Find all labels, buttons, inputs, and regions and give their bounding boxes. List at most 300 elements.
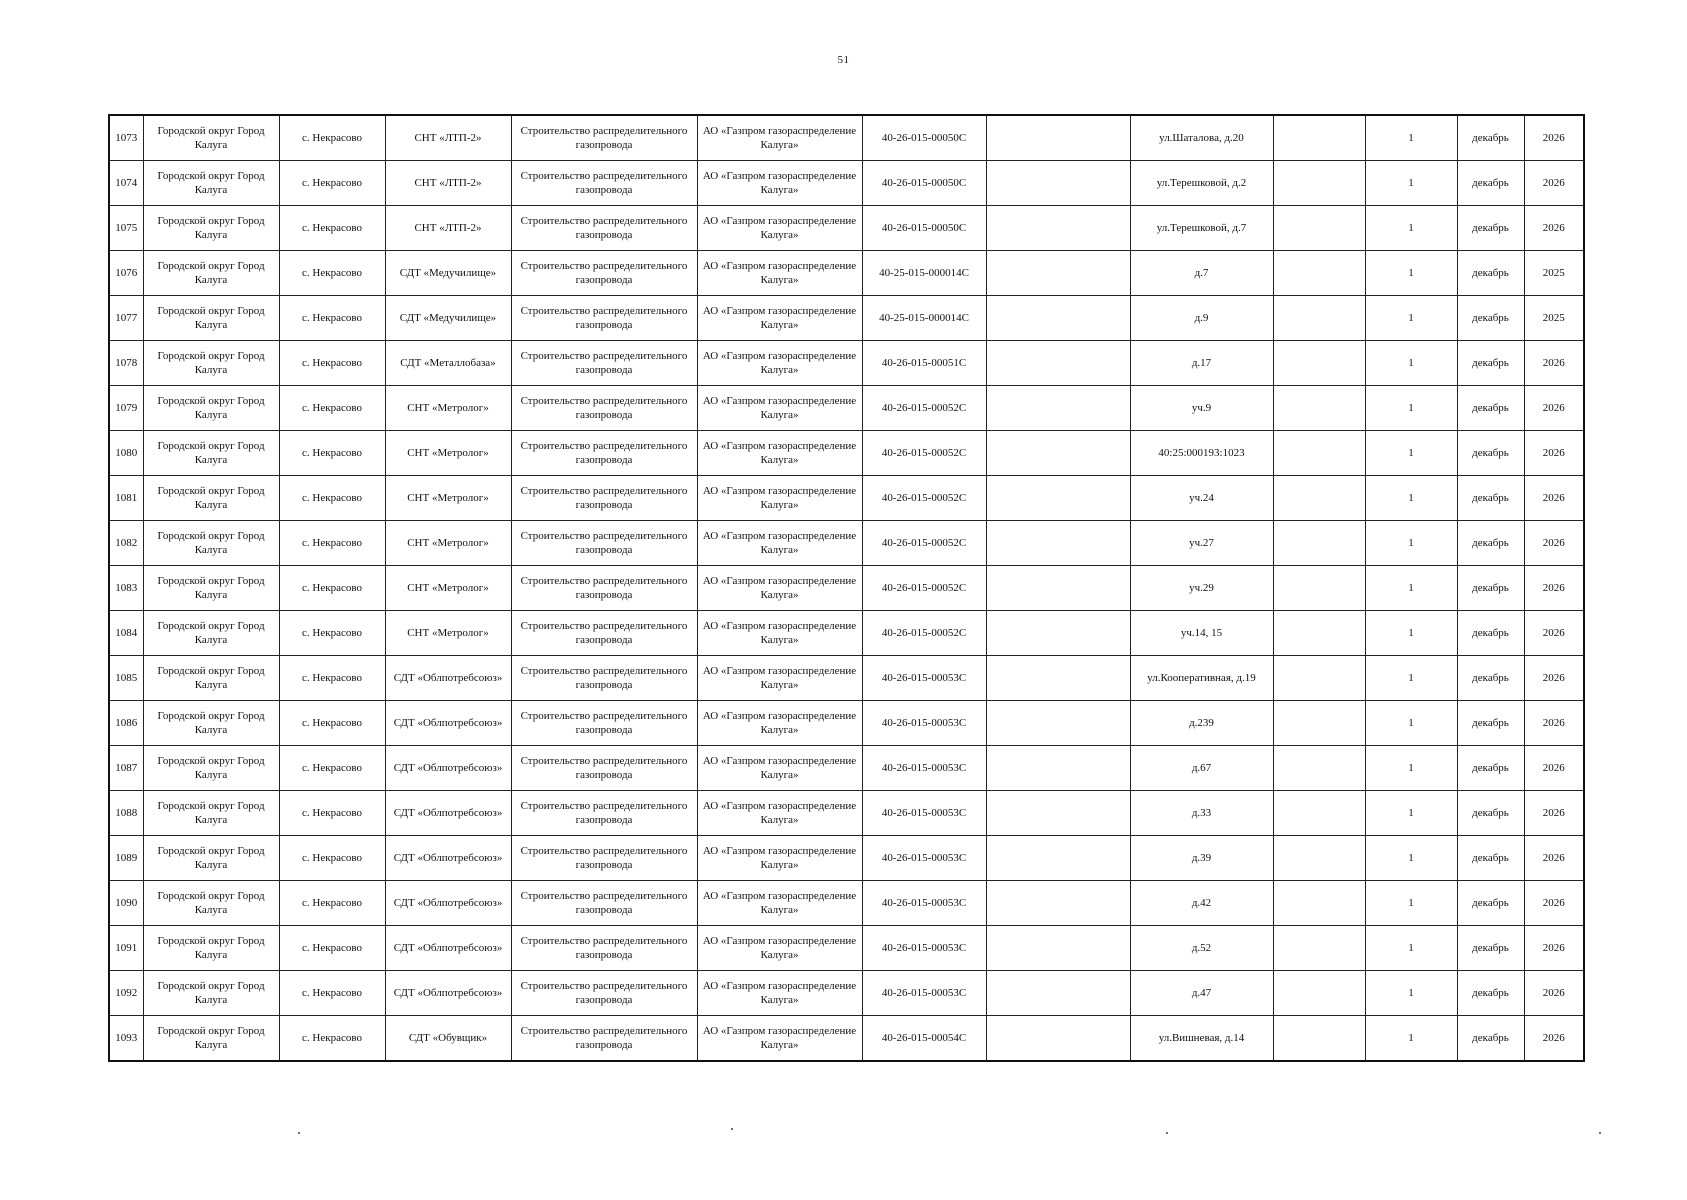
organization-cell: АО «Газпром газораспределение Калуга»	[697, 836, 862, 881]
work-type-cell: Строительство распределительного газопровода	[511, 206, 697, 251]
district-cell: Городской округ Город Калуга	[143, 115, 279, 161]
program-code-cell: 40-26-015-00054С	[862, 1016, 986, 1062]
empty-cell	[1273, 701, 1365, 746]
district-cell: Городской округ Город Калуга	[143, 971, 279, 1016]
program-code-cell: 40-26-015-00053С	[862, 746, 986, 791]
organization-cell: АО «Газпром газораспределение Калуга»	[697, 791, 862, 836]
year-cell: 2026	[1524, 926, 1584, 971]
district-cell: Городской округ Город Калуга	[143, 1016, 279, 1062]
empty-cell	[986, 836, 1130, 881]
table-row	[109, 431, 1584, 476]
work-type-cell: Строительство распределительного газопровода	[511, 566, 697, 611]
month-cell: декабрь	[1457, 431, 1524, 476]
empty-cell	[1273, 971, 1365, 1016]
count-cell: 1	[1365, 926, 1457, 971]
district-cell: Городской округ Город Калуга	[143, 791, 279, 836]
empty-cell	[1273, 206, 1365, 251]
month-cell: декабрь	[1457, 881, 1524, 926]
year-cell: 2026	[1524, 115, 1584, 161]
row-number: 1083	[109, 566, 143, 611]
row-number: 1080	[109, 431, 143, 476]
empty-cell	[1273, 836, 1365, 881]
empty-cell	[986, 476, 1130, 521]
organization-cell: АО «Газпром газораспределение Калуга»	[697, 656, 862, 701]
settlement-cell: с. Некрасово	[279, 746, 385, 791]
table-row	[109, 881, 1584, 926]
table-row	[109, 251, 1584, 296]
count-cell: 1	[1365, 791, 1457, 836]
row-number: 1081	[109, 476, 143, 521]
empty-cell	[986, 971, 1130, 1016]
month-cell: декабрь	[1457, 251, 1524, 296]
organization-cell: АО «Газпром газораспределение Калуга»	[697, 881, 862, 926]
work-type-cell: Строительство распределительного газопровода	[511, 746, 697, 791]
table-row	[109, 971, 1584, 1016]
organization-cell: АО «Газпром газораспределение Калуга»	[697, 206, 862, 251]
empty-cell	[986, 251, 1130, 296]
address-cell: уч.14, 15	[1130, 611, 1273, 656]
settlement-cell: с. Некрасово	[279, 701, 385, 746]
month-cell: декабрь	[1457, 521, 1524, 566]
year-cell: 2025	[1524, 296, 1584, 341]
count-cell: 1	[1365, 386, 1457, 431]
settlement-cell: с. Некрасово	[279, 791, 385, 836]
table-row	[109, 656, 1584, 701]
table-row	[109, 1016, 1584, 1062]
address-cell: ул.Терешковой, д.7	[1130, 206, 1273, 251]
empty-cell	[1273, 746, 1365, 791]
program-code-cell: 40-26-015-00052С	[862, 566, 986, 611]
work-type-cell: Строительство распределительного газопровода	[511, 656, 697, 701]
row-number: 1074	[109, 161, 143, 206]
settlement-cell: с. Некрасово	[279, 1016, 385, 1062]
year-cell: 2026	[1524, 341, 1584, 386]
work-type-cell: Строительство распределительного газопровода	[511, 791, 697, 836]
address-cell: д.52	[1130, 926, 1273, 971]
count-cell: 1	[1365, 161, 1457, 206]
district-cell: Городской округ Город Калуга	[143, 836, 279, 881]
district-cell: Городской округ Город Калуга	[143, 881, 279, 926]
table-row	[109, 115, 1584, 161]
snt-cell: СНТ «ЛТП-2»	[385, 161, 511, 206]
organization-cell: АО «Газпром газораспределение Калуга»	[697, 521, 862, 566]
count-cell: 1	[1365, 566, 1457, 611]
table-row	[109, 206, 1584, 251]
work-type-cell: Строительство распределительного газопровода	[511, 836, 697, 881]
district-cell: Городской округ Город Калуга	[143, 701, 279, 746]
organization-cell: АО «Газпром газораспределение Калуга»	[697, 386, 862, 431]
row-number: 1089	[109, 836, 143, 881]
snt-cell: СНТ «ЛТП-2»	[385, 206, 511, 251]
empty-cell	[1273, 656, 1365, 701]
snt-cell: СНТ «Метролог»	[385, 611, 511, 656]
address-cell: 40:25:000193:1023	[1130, 431, 1273, 476]
district-cell: Городской округ Город Калуга	[143, 251, 279, 296]
row-number: 1084	[109, 611, 143, 656]
table-row	[109, 566, 1584, 611]
table-row	[109, 296, 1584, 341]
program-code-cell: 40-26-015-00053С	[862, 701, 986, 746]
organization-cell: АО «Газпром газораспределение Калуга»	[697, 296, 862, 341]
year-cell: 2026	[1524, 161, 1584, 206]
empty-cell	[1273, 926, 1365, 971]
address-cell: д.39	[1130, 836, 1273, 881]
empty-cell	[986, 881, 1130, 926]
year-cell: 2026	[1524, 386, 1584, 431]
row-number: 1085	[109, 656, 143, 701]
month-cell: декабрь	[1457, 386, 1524, 431]
district-cell: Городской округ Город Калуга	[143, 476, 279, 521]
program-code-cell: 40-26-015-00050С	[862, 161, 986, 206]
work-type-cell: Строительство распределительного газопровода	[511, 476, 697, 521]
count-cell: 1	[1365, 251, 1457, 296]
year-cell: 2026	[1524, 791, 1584, 836]
settlement-cell: с. Некрасово	[279, 476, 385, 521]
empty-cell	[1273, 521, 1365, 566]
district-cell: Городской округ Город Калуга	[143, 206, 279, 251]
year-cell: 2026	[1524, 836, 1584, 881]
year-cell: 2026	[1524, 521, 1584, 566]
snt-cell: СДТ «Облпотребсоюз»	[385, 656, 511, 701]
program-code-cell: 40-26-015-00050С	[862, 206, 986, 251]
snt-cell: СДТ «Облпотребсоюз»	[385, 881, 511, 926]
address-cell: ул.Терешковой, д.2	[1130, 161, 1273, 206]
table-row	[109, 341, 1584, 386]
organization-cell: АО «Газпром газораспределение Калуга»	[697, 701, 862, 746]
empty-cell	[1273, 161, 1365, 206]
snt-cell: СНТ «Метролог»	[385, 521, 511, 566]
district-cell: Городской округ Город Калуга	[143, 386, 279, 431]
address-cell: д.7	[1130, 251, 1273, 296]
empty-cell	[986, 656, 1130, 701]
program-code-cell: 40-26-015-00053С	[862, 971, 986, 1016]
month-cell: декабрь	[1457, 296, 1524, 341]
year-cell: 2025	[1524, 251, 1584, 296]
empty-cell	[986, 115, 1130, 161]
table-row	[109, 746, 1584, 791]
address-cell: д.17	[1130, 341, 1273, 386]
organization-cell: АО «Газпром газораспределение Калуга»	[697, 161, 862, 206]
table-row	[109, 611, 1584, 656]
address-cell: уч.9	[1130, 386, 1273, 431]
address-cell: уч.24	[1130, 476, 1273, 521]
district-cell: Городской округ Город Калуга	[143, 521, 279, 566]
settlement-cell: с. Некрасово	[279, 206, 385, 251]
snt-cell: СДТ «Облпотребсоюз»	[385, 971, 511, 1016]
program-code-cell: 40-26-015-00053С	[862, 926, 986, 971]
district-cell: Городской округ Город Калуга	[143, 746, 279, 791]
address-cell: д.42	[1130, 881, 1273, 926]
year-cell: 2026	[1524, 431, 1584, 476]
year-cell: 2026	[1524, 746, 1584, 791]
program-code-cell: 40-26-015-00052С	[862, 386, 986, 431]
empty-cell	[986, 1016, 1130, 1062]
year-cell: 2026	[1524, 971, 1584, 1016]
month-cell: декабрь	[1457, 115, 1524, 161]
program-code-cell: 40-26-015-00051С	[862, 341, 986, 386]
empty-cell	[1273, 1016, 1365, 1062]
row-number: 1073	[109, 115, 143, 161]
year-cell: 2026	[1524, 656, 1584, 701]
work-type-cell: Строительство распределительного газопровода	[511, 926, 697, 971]
organization-cell: АО «Газпром газораспределение Калуга»	[697, 251, 862, 296]
month-cell: декабрь	[1457, 1016, 1524, 1062]
row-number: 1075	[109, 206, 143, 251]
month-cell: декабрь	[1457, 746, 1524, 791]
table-row	[109, 836, 1584, 881]
district-cell: Городской округ Город Калуга	[143, 431, 279, 476]
register-table	[108, 114, 1585, 1062]
table-row	[109, 476, 1584, 521]
row-number: 1090	[109, 881, 143, 926]
work-type-cell: Строительство распределительного газопровода	[511, 521, 697, 566]
snt-cell: СДТ «Облпотребсоюз»	[385, 926, 511, 971]
empty-cell	[1273, 341, 1365, 386]
empty-cell	[1273, 881, 1365, 926]
address-cell: ул.Кооперативная, д.19	[1130, 656, 1273, 701]
snt-cell: СНТ «Метролог»	[385, 386, 511, 431]
count-cell: 1	[1365, 611, 1457, 656]
program-code-cell: 40-26-015-00053С	[862, 656, 986, 701]
month-cell: декабрь	[1457, 791, 1524, 836]
work-type-cell: Строительство распределительного газопровода	[511, 881, 697, 926]
program-code-cell: 40-26-015-00050С	[862, 115, 986, 161]
settlement-cell: с. Некрасово	[279, 566, 385, 611]
month-cell: декабрь	[1457, 566, 1524, 611]
empty-cell	[1273, 386, 1365, 431]
program-code-cell: 40-26-015-00053С	[862, 836, 986, 881]
empty-cell	[986, 926, 1130, 971]
scan-dot	[1166, 1132, 1168, 1134]
settlement-cell: с. Некрасово	[279, 386, 385, 431]
district-cell: Городской округ Город Калуга	[143, 611, 279, 656]
organization-cell: АО «Газпром газораспределение Калуга»	[697, 431, 862, 476]
count-cell: 1	[1365, 341, 1457, 386]
program-code-cell: 40-26-015-00052С	[862, 521, 986, 566]
empty-cell	[986, 161, 1130, 206]
year-cell: 2026	[1524, 566, 1584, 611]
year-cell: 2026	[1524, 701, 1584, 746]
table-row	[109, 791, 1584, 836]
work-type-cell: Строительство распределительного газопровода	[511, 431, 697, 476]
empty-cell	[1273, 611, 1365, 656]
settlement-cell: с. Некрасово	[279, 656, 385, 701]
month-cell: декабрь	[1457, 206, 1524, 251]
count-cell: 1	[1365, 1016, 1457, 1062]
organization-cell: АО «Газпром газораспределение Калуга»	[697, 971, 862, 1016]
settlement-cell: с. Некрасово	[279, 296, 385, 341]
organization-cell: АО «Газпром газораспределение Калуга»	[697, 566, 862, 611]
organization-cell: АО «Газпром газораспределение Калуга»	[697, 746, 862, 791]
count-cell: 1	[1365, 296, 1457, 341]
work-type-cell: Строительство распределительного газопровода	[511, 386, 697, 431]
district-cell: Городской округ Город Калуга	[143, 341, 279, 386]
organization-cell: АО «Газпром газораспределение Калуга»	[697, 1016, 862, 1062]
row-number: 1086	[109, 701, 143, 746]
page-number: 51	[837, 54, 850, 66]
work-type-cell: Строительство распределительного газопровода	[511, 115, 697, 161]
address-cell: ул.Шаталова, д.20	[1130, 115, 1273, 161]
district-cell: Городской округ Город Калуга	[143, 161, 279, 206]
count-cell: 1	[1365, 971, 1457, 1016]
empty-cell	[1273, 296, 1365, 341]
work-type-cell: Строительство распределительного газопровода	[511, 296, 697, 341]
empty-cell	[1273, 791, 1365, 836]
empty-cell	[1273, 566, 1365, 611]
settlement-cell: с. Некрасово	[279, 431, 385, 476]
month-cell: декабрь	[1457, 341, 1524, 386]
month-cell: декабрь	[1457, 971, 1524, 1016]
snt-cell: СНТ «ЛТП-2»	[385, 115, 511, 161]
empty-cell	[986, 701, 1130, 746]
district-cell: Городской округ Город Калуга	[143, 566, 279, 611]
empty-cell	[986, 341, 1130, 386]
scan-dot	[298, 1132, 300, 1134]
settlement-cell: с. Некрасово	[279, 115, 385, 161]
address-cell: уч.29	[1130, 566, 1273, 611]
year-cell: 2026	[1524, 476, 1584, 521]
settlement-cell: с. Некрасово	[279, 521, 385, 566]
address-cell: ул.Вишневая, д.14	[1130, 1016, 1273, 1062]
program-code-cell: 40-25-015-000014С	[862, 251, 986, 296]
settlement-cell: с. Некрасово	[279, 341, 385, 386]
row-number: 1077	[109, 296, 143, 341]
program-code-cell: 40-26-015-00052С	[862, 431, 986, 476]
address-cell: д.47	[1130, 971, 1273, 1016]
table-row	[109, 701, 1584, 746]
count-cell: 1	[1365, 746, 1457, 791]
program-code-cell: 40-25-015-000014С	[862, 296, 986, 341]
settlement-cell: с. Некрасово	[279, 971, 385, 1016]
empty-cell	[1273, 251, 1365, 296]
work-type-cell: Строительство распределительного газопровода	[511, 341, 697, 386]
empty-cell	[1273, 476, 1365, 521]
row-number: 1091	[109, 926, 143, 971]
month-cell: декабрь	[1457, 926, 1524, 971]
snt-cell: СДТ «Облпотребсоюз»	[385, 701, 511, 746]
empty-cell	[986, 791, 1130, 836]
empty-cell	[986, 206, 1130, 251]
row-number: 1078	[109, 341, 143, 386]
district-cell: Городской округ Город Калуга	[143, 656, 279, 701]
organization-cell: АО «Газпром газораспределение Калуга»	[697, 341, 862, 386]
table-row	[109, 161, 1584, 206]
settlement-cell: с. Некрасово	[279, 161, 385, 206]
address-cell: д.33	[1130, 791, 1273, 836]
empty-cell	[986, 611, 1130, 656]
empty-cell	[1273, 115, 1365, 161]
settlement-cell: с. Некрасово	[279, 881, 385, 926]
organization-cell: АО «Газпром газораспределение Калуга»	[697, 926, 862, 971]
work-type-cell: Строительство распределительного газопровода	[511, 701, 697, 746]
year-cell: 2026	[1524, 881, 1584, 926]
organization-cell: АО «Газпром газораспределение Калуга»	[697, 611, 862, 656]
empty-cell	[1273, 431, 1365, 476]
organization-cell: АО «Газпром газораспределение Калуга»	[697, 476, 862, 521]
settlement-cell: с. Некрасово	[279, 836, 385, 881]
work-type-cell: Строительство распределительного газопровода	[511, 161, 697, 206]
month-cell: декабрь	[1457, 611, 1524, 656]
month-cell: декабрь	[1457, 836, 1524, 881]
month-cell: декабрь	[1457, 701, 1524, 746]
month-cell: декабрь	[1457, 476, 1524, 521]
month-cell: декабрь	[1457, 656, 1524, 701]
row-number: 1088	[109, 791, 143, 836]
address-cell: уч.27	[1130, 521, 1273, 566]
row-number: 1079	[109, 386, 143, 431]
count-cell: 1	[1365, 476, 1457, 521]
settlement-cell: с. Некрасово	[279, 926, 385, 971]
snt-cell: СНТ «Метролог»	[385, 431, 511, 476]
work-type-cell: Строительство распределительного газопровода	[511, 611, 697, 656]
count-cell: 1	[1365, 206, 1457, 251]
snt-cell: СДТ «Металлобаза»	[385, 341, 511, 386]
count-cell: 1	[1365, 115, 1457, 161]
empty-cell	[986, 746, 1130, 791]
count-cell: 1	[1365, 836, 1457, 881]
address-cell: д.67	[1130, 746, 1273, 791]
settlement-cell: с. Некрасово	[279, 251, 385, 296]
snt-cell: СДТ «Облпотребсоюз»	[385, 746, 511, 791]
organization-cell: АО «Газпром газораспределение Калуга»	[697, 115, 862, 161]
program-code-cell: 40-26-015-00052С	[862, 476, 986, 521]
table-row	[109, 386, 1584, 431]
snt-cell: СНТ «Метролог»	[385, 566, 511, 611]
work-type-cell: Строительство распределительного газопровода	[511, 251, 697, 296]
program-code-cell: 40-26-015-00053С	[862, 881, 986, 926]
row-number: 1092	[109, 971, 143, 1016]
row-number: 1076	[109, 251, 143, 296]
table-row	[109, 926, 1584, 971]
empty-cell	[986, 386, 1130, 431]
count-cell: 1	[1365, 431, 1457, 476]
count-cell: 1	[1365, 656, 1457, 701]
table-row	[109, 521, 1584, 566]
snt-cell: СДТ «Обувщик»	[385, 1016, 511, 1062]
year-cell: 2026	[1524, 206, 1584, 251]
snt-cell: СДТ «Облпотребсоюз»	[385, 791, 511, 836]
program-code-cell: 40-26-015-00052С	[862, 611, 986, 656]
count-cell: 1	[1365, 701, 1457, 746]
work-type-cell: Строительство распределительного газопровода	[511, 1016, 697, 1062]
row-number: 1082	[109, 521, 143, 566]
row-number: 1093	[109, 1016, 143, 1062]
snt-cell: СНТ «Метролог»	[385, 476, 511, 521]
scan-dot	[1599, 1132, 1601, 1134]
district-cell: Городской округ Город Калуга	[143, 296, 279, 341]
address-cell: д.9	[1130, 296, 1273, 341]
empty-cell	[986, 566, 1130, 611]
empty-cell	[986, 296, 1130, 341]
snt-cell: СДТ «Облпотребсоюз»	[385, 836, 511, 881]
scan-dot	[731, 1128, 733, 1130]
district-cell: Городской округ Город Калуга	[143, 926, 279, 971]
table-body	[109, 115, 1584, 1061]
year-cell: 2026	[1524, 1016, 1584, 1062]
work-type-cell: Строительство распределительного газопровода	[511, 971, 697, 1016]
count-cell: 1	[1365, 521, 1457, 566]
settlement-cell: с. Некрасово	[279, 611, 385, 656]
empty-cell	[986, 521, 1130, 566]
empty-cell	[986, 431, 1130, 476]
snt-cell: СДТ «Медучилище»	[385, 296, 511, 341]
row-number: 1087	[109, 746, 143, 791]
count-cell: 1	[1365, 881, 1457, 926]
month-cell: декабрь	[1457, 161, 1524, 206]
program-code-cell: 40-26-015-00053С	[862, 791, 986, 836]
snt-cell: СДТ «Медучилище»	[385, 251, 511, 296]
year-cell: 2026	[1524, 611, 1584, 656]
